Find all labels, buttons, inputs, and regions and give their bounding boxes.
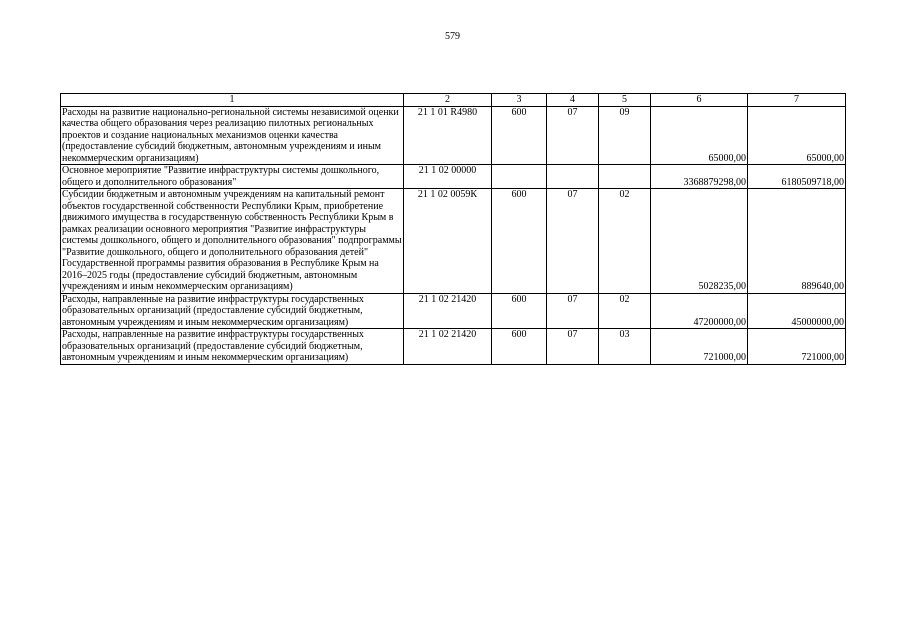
row-pr-code: 03	[599, 329, 651, 365]
table-row	[61, 189, 846, 294]
table-row	[61, 293, 846, 329]
column-header: 6	[651, 94, 748, 107]
row-pr-code: 02	[599, 189, 651, 294]
column-header: 1	[61, 94, 404, 107]
row-sum-year2: 65000,00	[748, 106, 846, 165]
row-sum-year1: 3368879298,00	[651, 165, 748, 189]
row-rz-code	[547, 165, 599, 189]
row-csr-code: 21 1 02 21420	[404, 293, 492, 329]
row-vr-code: 600	[492, 329, 547, 365]
row-sum-year2: 721000,00	[748, 329, 846, 365]
row-rz-code: 07	[547, 329, 599, 365]
row-csr-code: 21 1 02 0059К	[404, 189, 492, 294]
row-vr-code: 600	[492, 106, 547, 165]
table-row	[61, 165, 846, 189]
row-name: Расходы, направленные на развитие инфраструктуры государственных образовательных организаций (предоставление субсидий бюджетным, автономным учреждениям и иным некоммерческим организациям)	[61, 329, 404, 365]
row-csr-code: 21 1 02 21420	[404, 329, 492, 365]
row-csr-code: 21 1 02 00000	[404, 165, 492, 189]
budget-table	[60, 93, 846, 365]
row-pr-code: 09	[599, 106, 651, 165]
row-rz-code: 07	[547, 293, 599, 329]
row-sum-year2: 6180509718,00	[748, 165, 846, 189]
table-row	[61, 106, 846, 165]
page-number: 579	[445, 31, 460, 42]
row-vr-code	[492, 165, 547, 189]
header-row	[61, 94, 846, 107]
column-header: 7	[748, 94, 846, 107]
row-rz-code: 07	[547, 189, 599, 294]
row-name: Субсидии бюджетным и автономным учреждениям на капитальный ремонт объектов государственной собственности Республики Крым, приобретение движимого имущества в государственную собственность Республики Крым в рамках реализации основного мероприятия "Развитие инфраструктуры системы дошкольного, общего и дополнительного образования" подпрограммы "Развитие дошкольного, общего и дополнительного образования детей" Государственной программы развития образования в Республике Крым на 2016–2025 годы (предоставление субсидий бюджетным, автономным учреждениям и иным некоммерческим организациям)	[62, 189, 402, 292]
row-sum-year1: 47200000,00	[651, 293, 748, 329]
row-sum-year2: 45000000,00	[748, 293, 846, 329]
row-name: Расходы на развитие национально-регионально́й системы независимой оценки качества общего образования через реализацию пилотных региональных проектов и создание национальных механизмов оценки качества (предоставление субсидий бюджетным, автономным учреждениям и иным некоммерческим организациям)	[61, 106, 404, 165]
row-pr-code: 02	[599, 293, 651, 329]
row-sum-year2: 889640,00	[748, 189, 846, 294]
row-vr-code: 600	[492, 189, 547, 294]
row-sum-year1: 5028235,00	[651, 189, 748, 294]
table-row	[61, 329, 846, 365]
row-pr-code	[599, 165, 651, 189]
column-header: 3	[492, 94, 547, 107]
row-name: Расходы, направленные на развитие инфраструктуры государственных образовательных организаций (предоставление субсидий бюджетным, автономным учреждениям и иным некоммерческим организациям)	[61, 293, 404, 329]
column-header: 4	[547, 94, 599, 107]
row-rz-code: 07	[547, 106, 599, 165]
column-header: 5	[599, 94, 651, 107]
row-sum-year1: 65000,00	[651, 106, 748, 165]
row-vr-code: 600	[492, 293, 547, 329]
row-csr-code: 21 1 01 R4980	[404, 106, 492, 165]
row-name: Основное мероприятие "Развитие инфраструктуры системы дошкольного, общего и дополнительного образования"	[61, 165, 404, 189]
row-sum-year1: 721000,00	[651, 329, 748, 365]
column-header: 2	[404, 94, 492, 107]
